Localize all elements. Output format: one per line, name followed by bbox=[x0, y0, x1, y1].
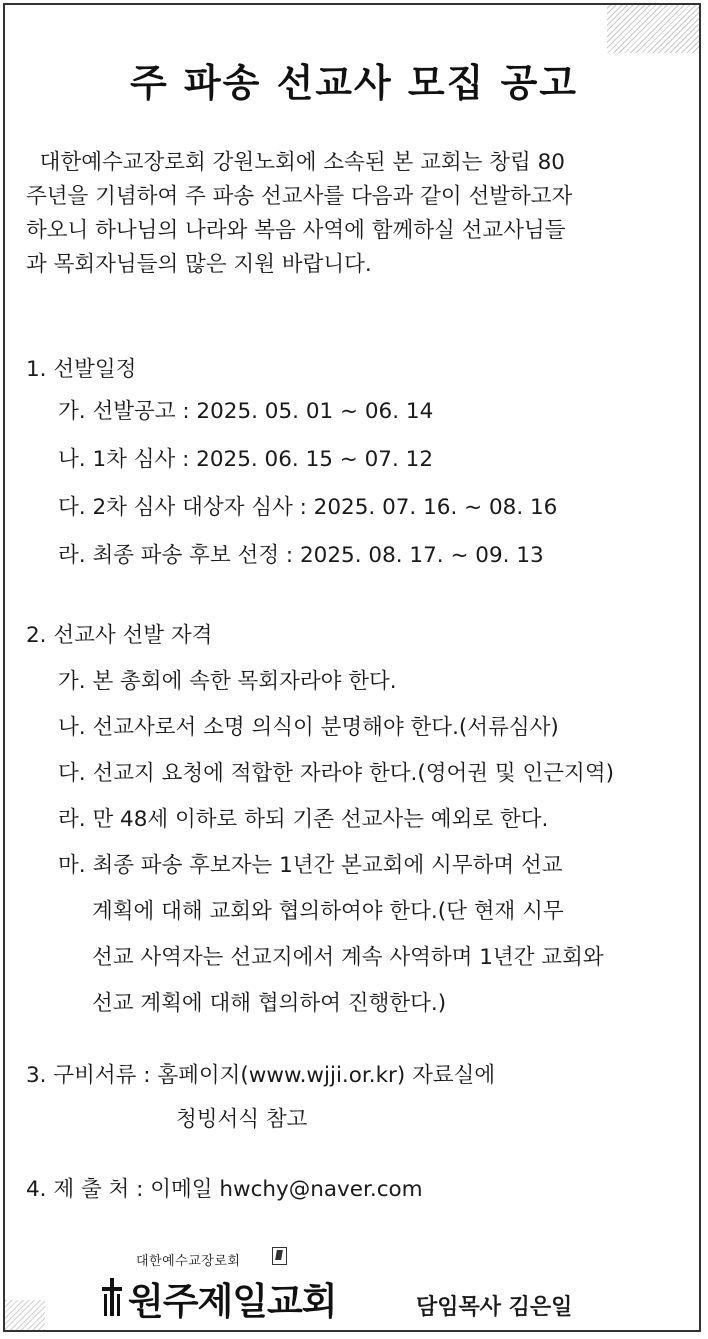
denomination-emblem-icon bbox=[272, 1247, 287, 1265]
qualification-item-continuation: 선교 계획에 대해 협의하여 진행한다.) bbox=[92, 991, 447, 1016]
church-logo-name: 원주제일교회 bbox=[128, 1280, 337, 1323]
qualification-item-continuation: 선교 사역자는 선교지에서 계속 사역하며 1년간 교회와 bbox=[92, 945, 604, 970]
qualification-item: 가. 본 총회에 속한 목회자라야 한다. bbox=[58, 669, 397, 694]
intro-line: 주년을 기념하여 주 파송 선교사를 다음과 같이 선발하고자 bbox=[26, 184, 573, 209]
intro-line: 대한예수교장로회 강원노회에 소속된 본 교회는 창립 80 bbox=[26, 150, 565, 175]
intro-paragraph bbox=[26, 146, 686, 282]
qualification-item: 마. 최종 파송 후보자는 1년간 본교회에 시무하며 선교 bbox=[58, 853, 563, 878]
schedule-item: 라. 최종 파송 후보 선정 : 2025. 08. 17. ~ 09. 13 bbox=[58, 543, 544, 568]
section4-submission: 4. 제 출 처 : 이메일 hwchy@naver.com bbox=[26, 1177, 423, 1202]
section3-documents-cont: 청빙서식 참고 bbox=[176, 1107, 308, 1132]
schedule-item: 나. 1차 심사 : 2025. 06. 15 ~ 07. 12 bbox=[58, 447, 434, 472]
schedule-item: 다. 2차 심사 대상자 심사 : 2025. 07. 16. ~ 08. 16 bbox=[58, 495, 558, 520]
intro-line: 과 목회자님들의 많은 지원 바랍니다. bbox=[26, 252, 372, 277]
intro-line: 하오니 하나님의 나라와 복음 사역에 함께하실 선교사님들 bbox=[26, 218, 566, 243]
qualification-item-continuation: 계획에 대해 교회와 협의하여야 한다.(단 현재 시무 bbox=[92, 899, 564, 924]
denomination-label: 대한예수교장로회 bbox=[136, 1254, 241, 1269]
qualification-item: 다. 선교지 요청에 적합한 자라야 한다.(영어권 및 인근지역) bbox=[58, 761, 614, 786]
notice-title: 주 파송 선교사 모집 공고 bbox=[130, 61, 578, 105]
church-cross-icon bbox=[100, 1278, 124, 1316]
section3-documents: 3. 구비서류 : 홈페이지(www.wjji.or.kr) 자료실에 bbox=[26, 1063, 496, 1088]
section1-heading: 1. 선발일정 bbox=[26, 357, 137, 382]
pastor-signature: 담임목사 김은일 bbox=[416, 1295, 573, 1320]
corner-hatch-decoration-bottom bbox=[5, 1300, 45, 1330]
schedule-item: 가. 선발공고 : 2025. 05. 01 ~ 06. 14 bbox=[58, 399, 434, 424]
section2-heading: 2. 선교사 선발 자격 bbox=[26, 623, 213, 648]
qualification-item: 나. 선교사로서 소명 의식이 분명해야 한다.(서류심사) bbox=[58, 715, 559, 740]
qualification-item: 라. 만 48세 이하로 하되 기존 선교사는 예외로 한다. bbox=[58, 807, 549, 832]
corner-hatch-decoration bbox=[607, 5, 699, 53]
